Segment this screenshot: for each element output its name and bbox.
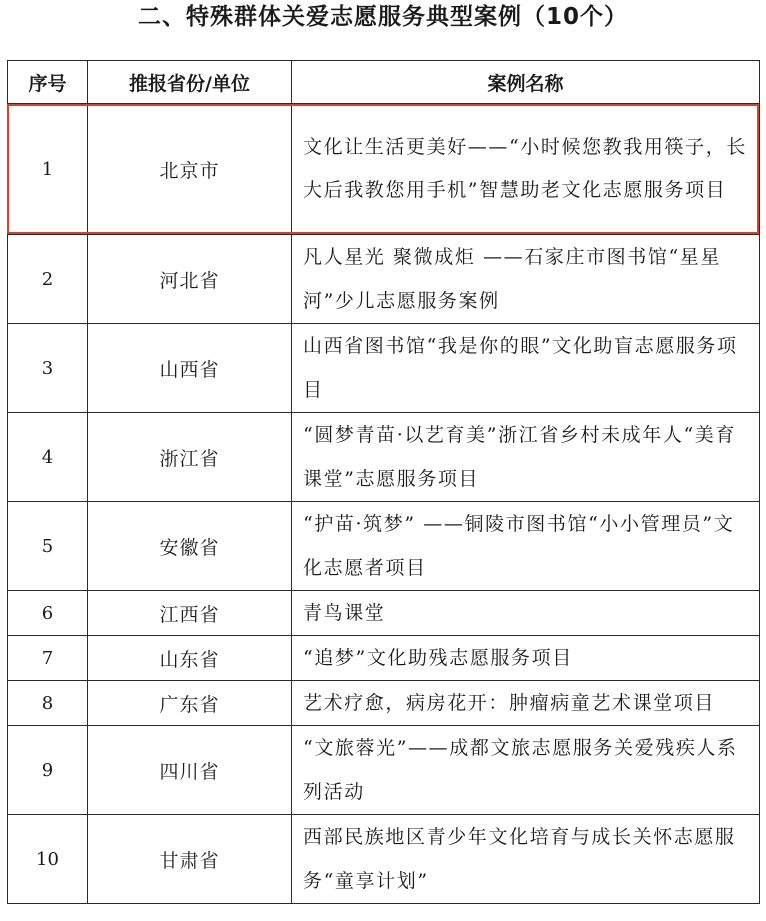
row-num: 4 <box>8 413 88 502</box>
row-province: 江西省 <box>88 591 292 636</box>
row-case: 山西省图书馆“我是你的眼”文化助盲志愿服务项目 <box>292 324 760 413</box>
row-province: 广东省 <box>88 681 292 726</box>
row-case: “圆梦青苗·以艺育美”浙江省乡村未成年人“美育课堂”志愿服务项目 <box>292 413 760 502</box>
row-num: 10 <box>8 815 88 904</box>
row-province: 安徽省 <box>88 502 292 591</box>
table-row <box>8 235 760 324</box>
row-num: 5 <box>8 502 88 591</box>
row-province: 山东省 <box>88 636 292 681</box>
row-province: 四川省 <box>88 726 292 815</box>
table-row <box>8 636 760 681</box>
row-case: 青鸟课堂 <box>292 591 760 636</box>
case-table <box>7 60 760 904</box>
table-row <box>8 324 760 413</box>
row-num: 6 <box>8 591 88 636</box>
table-row <box>8 104 760 235</box>
row-case: “护苗·筑梦” ——铜陵市图书馆“小小管理员”文化志愿者项目 <box>292 502 760 591</box>
row-province: 北京市 <box>88 104 292 235</box>
row-case: 西部民族地区青少年文化培育与成长关怀志愿服务“童享计划” <box>292 815 760 904</box>
table-row <box>8 591 760 636</box>
row-case: 凡人星光 聚微成炬 ——石家庄市图书馆“星星河”少儿志愿服务案例 <box>292 235 760 324</box>
table-row <box>8 681 760 726</box>
table-row <box>8 726 760 815</box>
header-num: 序号 <box>8 61 88 104</box>
row-num: 2 <box>8 235 88 324</box>
row-case: “文旅蓉光”——成都文旅志愿服务关爱残疾人系列活动 <box>292 726 760 815</box>
row-case: 文化让生活更美好——“小时候您教我用筷子，长大后我教您用手机”智慧助老文化志愿服务项目 <box>292 104 760 235</box>
row-case: 艺术疗愈，病房花开：肿瘤病童艺术课堂项目 <box>292 681 760 726</box>
table-row <box>8 413 760 502</box>
row-num: 9 <box>8 726 88 815</box>
row-province: 河北省 <box>88 235 292 324</box>
row-province: 浙江省 <box>88 413 292 502</box>
row-num: 7 <box>8 636 88 681</box>
row-num: 1 <box>8 104 88 235</box>
row-num: 3 <box>8 324 88 413</box>
row-num: 8 <box>8 681 88 726</box>
row-case: “追梦”文化助残志愿服务项目 <box>292 636 760 681</box>
page-title: 二、特殊群体关爱志愿服务典型案例（10个） <box>137 4 628 30</box>
row-province: 山西省 <box>88 324 292 413</box>
header-case: 案例名称 <box>292 61 760 104</box>
table-row <box>8 815 760 904</box>
table-row <box>8 502 760 591</box>
header-province: 推报省份/单位 <box>88 61 292 104</box>
row-province: 甘肃省 <box>88 815 292 904</box>
table-header-row <box>8 61 760 104</box>
